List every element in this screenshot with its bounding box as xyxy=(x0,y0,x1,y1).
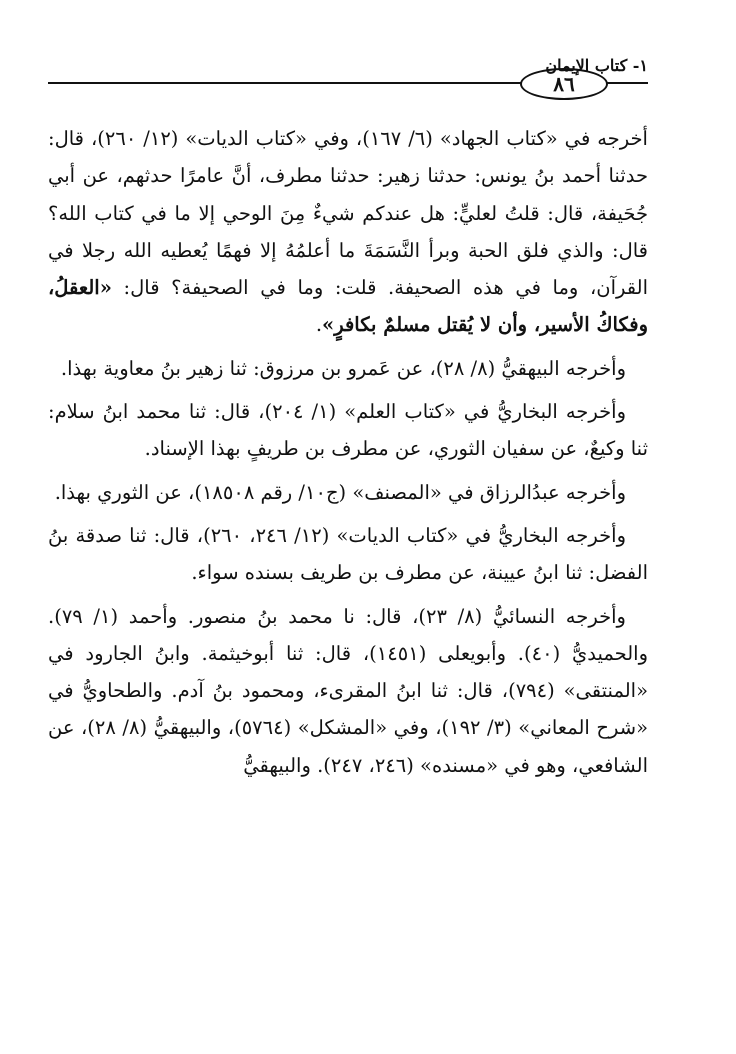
paragraph-tail: . xyxy=(315,313,323,337)
paragraph: وأخرجه البخاريُّ في «كتاب العلم» (١/ ٢٠٤)، قال: ثنا محمد ابنُ سلام: ثنا وكيعٌ، عن سفيان الثوري، عن مطرف بن طريفٍ بهذا الإسناد. xyxy=(48,400,648,461)
paragraph xyxy=(48,120,648,344)
hadith-quote: «العقلُ، وفكاكُ الأسير، وأن لا يُقتل مسلمٌ بكافرٍ» xyxy=(48,276,648,337)
paragraph: وأخرجه عبدُالرزاق في «المصنف» (ج١٠/ رقم ١٨٥٠٨)، عن الثوري بهذا. xyxy=(54,480,626,504)
paragraph: وأخرجه البخاريُّ في «كتاب الديات» (١٢/ ٢٤٦، ٢٦٠)، قال: ثنا صدقة بنُ الفضل: ثنا ابنُ عيينة، عن مطرف بن طريف بسنده سواء. xyxy=(48,523,648,585)
page-body xyxy=(48,120,648,790)
page-header xyxy=(48,58,648,98)
paragraph: وأخرجه البيهقيُّ (٨/ ٢٨)، عن عَمرو بن مرزوق: ثنا زهير بنُ معاوية بهذا. xyxy=(60,356,626,380)
page-number: ٨٦ xyxy=(520,68,608,100)
paragraph-text: أخرجه في «كتاب الجهاد» (٦/ ١٦٧)، وفي «كتاب الديات» (١٢/ ٢٦٠)، قال: حدثنا أحمد بنُ يونس: حدثنا زهير: حدثنا مطرف، أنَّ عامرًا حدثهم، عن أبي جُحَيفة، قال: قلتُ لعليٍّ: هل عندكم شيءٌ مِنَ الوحي إلا ما في كتاب الله؟ قال: والذي فلق الحبة وبرأ النَّسَمَةَ ما أعلمُهُ إلا فهمًا يُعطيه الله رجلا في القرآن، وما في هذه الصحيفة. قلت: وما في الصحيفة؟ قال: xyxy=(48,127,648,300)
running-head: ١- كتاب الإيمان xyxy=(545,56,648,75)
paragraph: وأخرجه النسائيُّ (٨/ ٢٣)، قال: نا محمد بنُ منصور. وأحمد (١/ ٧٩). والحميديُّ (٤٠). وأبويعلى (١٤٥١)، قال: ثنا أبوخيثمة. وابنُ الجارود في «المنتقى» (٧٩٤)، قال: ثنا ابنُ المقرىء، ومحمود بنُ آدم. والطحاويُّ في «شرح المعاني» (٣/ ١٩٢)، وفي «المشكل» (٥٧٦٤)، والبيهقيُّ (٨/ ٢٨)، عن الشافعي، وهو في «مسنده» (٢٤٦، ٢٤٧). والبيهقيُّ xyxy=(48,604,649,777)
